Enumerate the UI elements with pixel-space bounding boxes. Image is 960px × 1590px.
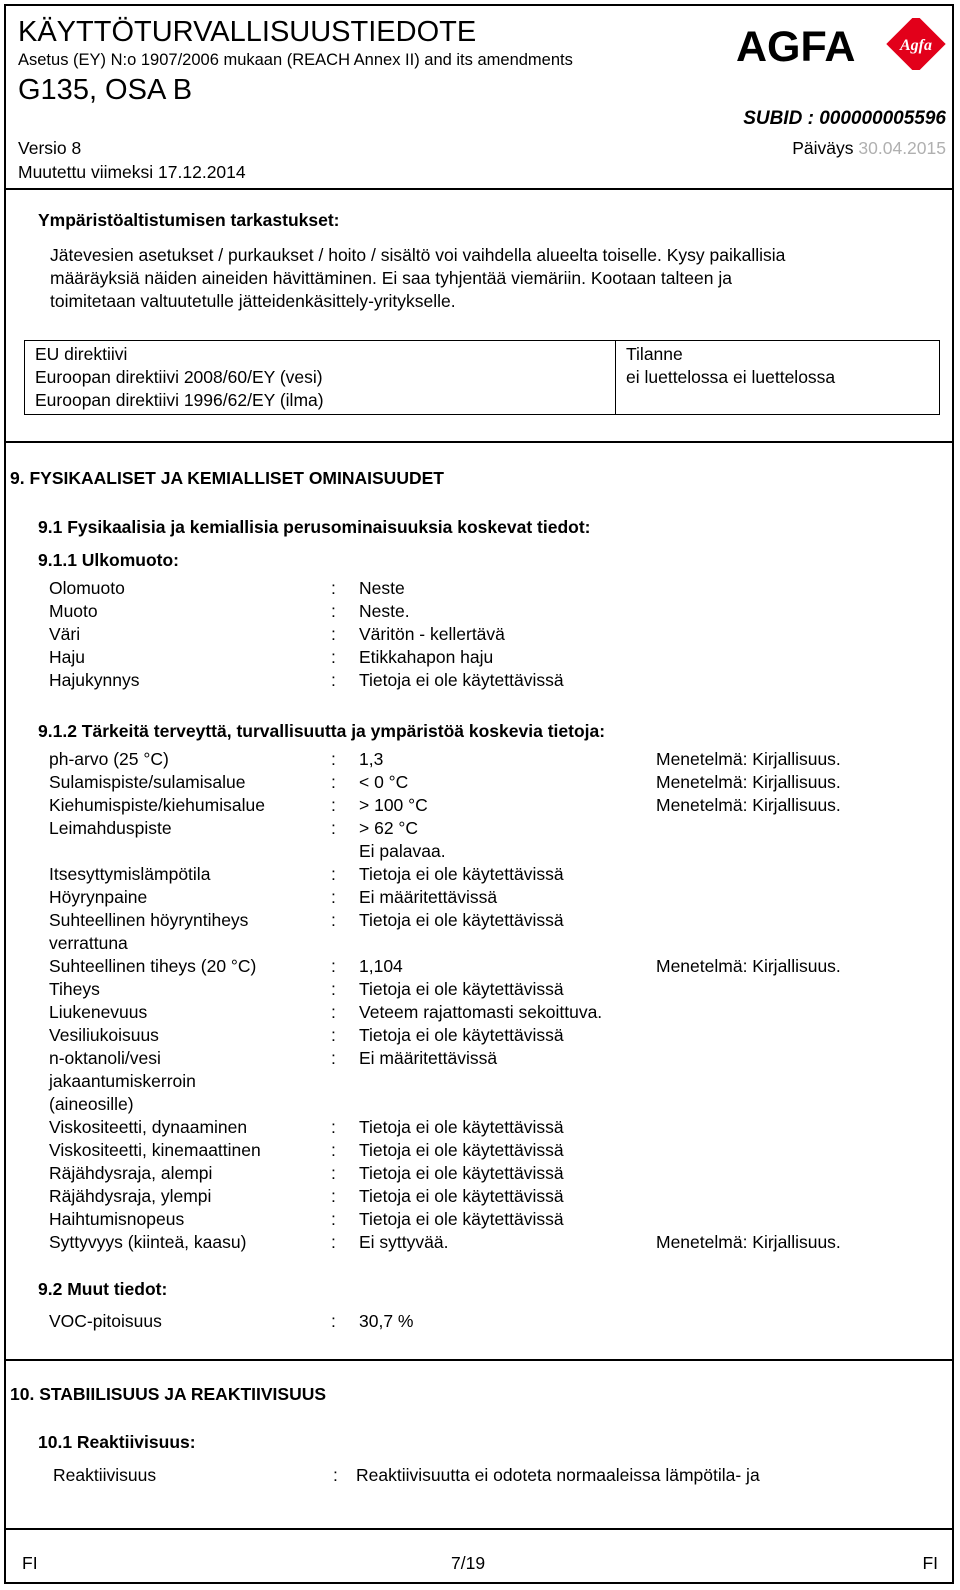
- property-label: Räjähdysraja, ylempi: [49, 1186, 212, 1206]
- property-label: Suhteellinen höyryntiheys: [49, 910, 249, 930]
- property-value: Neste.: [359, 601, 410, 621]
- property-value: 1,3: [359, 749, 384, 769]
- section-10-heading: 10. STABIILISUUS JA REAKTIIVISUUS: [10, 1384, 327, 1404]
- property-colon: :: [331, 749, 336, 769]
- property-label: verrattuna: [49, 933, 128, 953]
- property-colon: :: [331, 1163, 336, 1183]
- property-label: Höyrynpaine: [49, 887, 148, 907]
- status-cell: [616, 341, 940, 415]
- property-label: ph-arvo (25 °C): [49, 749, 169, 769]
- document-title: KÄYTTÖTURVALLISUUSTIEDOTE: [18, 16, 477, 48]
- property-value: Tietoja ei ole käytettävissä: [359, 1209, 564, 1229]
- property-value: Ei määritettävissä: [359, 1048, 498, 1068]
- property-value: Tietoja ei ole käytettävissä: [359, 910, 564, 930]
- property-colon: :: [331, 670, 336, 690]
- property-method: Menetelmä: Kirjallisuus.: [656, 795, 841, 815]
- property-colon: :: [331, 1186, 336, 1206]
- regulation-line: Asetus (EY) N:o 1907/2006 mukaan (REACH Annex II) and its amendments: [18, 51, 573, 69]
- status-value: ei luettelossa ei luettelossa: [626, 367, 836, 387]
- footer-language-right: FI: [922, 1553, 938, 1573]
- property-colon: :: [331, 647, 336, 667]
- property-colon: :: [331, 1232, 336, 1252]
- subsection-9-2-heading: 9.2 Muut tiedot:: [38, 1279, 168, 1299]
- property-colon: :: [331, 601, 336, 621]
- property-label: (aineosille): [49, 1094, 134, 1114]
- logo-badge-text: Agfa: [900, 37, 932, 54]
- property-value: Ei palavaa.: [359, 841, 446, 861]
- env-line: toimitetaan valtuutetulle jätteidenkäsittely-yritykselle.: [50, 291, 456, 311]
- section-divider: [4, 441, 954, 443]
- property-value: Tietoja ei ole käytettävissä: [359, 1163, 564, 1183]
- property-label: n-oktanoli/vesi: [49, 1048, 161, 1068]
- property-colon: :: [331, 818, 336, 838]
- property-value: Tietoja ei ole käytettävissä: [359, 864, 564, 884]
- property-label: Suhteellinen tiheys (20 °C): [49, 956, 257, 976]
- subsection-9-1-2-heading: 9.1.2 Tärkeitä terveyttä, turvallisuutta ja ympäristöä koskevia tietoja:: [38, 721, 606, 741]
- property-label: Vesiliukoisuus: [49, 1025, 159, 1045]
- property-method: Menetelmä: Kirjallisuus.: [656, 956, 841, 976]
- property-label: Räjähdysraja, alempi: [49, 1163, 213, 1183]
- subsection-9-1-1-heading: 9.1.1 Ulkomuoto:: [38, 550, 179, 570]
- property-label: Haju: [49, 647, 85, 667]
- env-line: määräyksiä näiden aineiden hävittäminen. Ei saa tyhjentää viemäriin. Kootaan talteen ja: [50, 268, 732, 288]
- property-label: Olomuoto: [49, 578, 125, 598]
- property-colon: :: [331, 624, 336, 644]
- page-frame: [4, 4, 954, 1584]
- property-value: > 62 °C: [359, 818, 419, 838]
- property-label: Viskositeetti, dynaaminen: [49, 1117, 248, 1137]
- section-divider: [4, 1359, 954, 1361]
- property-method: Menetelmä: Kirjallisuus.: [656, 749, 841, 769]
- date-value: 30.04.2015: [858, 138, 946, 158]
- property-method: Menetelmä: Kirjallisuus.: [656, 772, 841, 792]
- property-value: 1,104: [359, 956, 403, 976]
- version: Versio 8: [18, 138, 82, 158]
- property-label: Haihtumisnopeus: [49, 1209, 185, 1229]
- footer-divider: [4, 1528, 954, 1530]
- property-label: Muoto: [49, 601, 98, 621]
- property-colon: :: [331, 1311, 336, 1331]
- directive-item: Euroopan direktiivi 1996/62/EY (ilma): [35, 390, 324, 410]
- property-label: Syttyvyys (kiinteä, kaasu): [49, 1232, 247, 1252]
- directive-header: EU direktiivi: [35, 344, 128, 364]
- property-value: Tietoja ei ole käytettävissä: [359, 1186, 564, 1206]
- page-number: 7/19: [451, 1553, 486, 1573]
- property-value: < 0 °C: [359, 772, 409, 792]
- property-label: Tiheys: [49, 979, 100, 999]
- property-value: Väritön - kellertävä: [359, 624, 505, 644]
- eu-directive-table: [24, 340, 940, 415]
- property-colon: :: [331, 910, 336, 930]
- property-label: Viskositeetti, kinemaattinen: [49, 1140, 261, 1160]
- section-9-heading: 9. FYSIKAALISET JA KEMIALLISET OMINAISUUDET: [10, 468, 444, 488]
- property-value: Tietoja ei ole käytettävissä: [359, 1117, 564, 1137]
- property-value: Neste: [359, 578, 405, 598]
- property-value: Veteem rajattomasti sekoittuva.: [359, 1002, 603, 1022]
- property-value: Ei syttyvää.: [359, 1232, 449, 1252]
- property-value: Reaktiivisuutta ei odoteta normaaleissa lämpötila- ja: [356, 1465, 760, 1485]
- property-colon: :: [331, 578, 336, 598]
- property-colon: :: [331, 887, 336, 907]
- property-colon: :: [331, 1117, 336, 1137]
- property-value: Tietoja ei ole käytettävissä: [359, 1140, 564, 1160]
- status-header: Tilanne: [626, 344, 683, 364]
- property-label: Kiehumispiste/kiehumisalue: [49, 795, 265, 815]
- property-label: Hajukynnys: [49, 670, 140, 690]
- property-colon: :: [331, 1140, 336, 1160]
- directive-cell: [25, 341, 616, 415]
- property-value: 30,7 %: [359, 1311, 414, 1331]
- property-method: Menetelmä: Kirjallisuus.: [656, 1232, 841, 1252]
- footer-language-left: FI: [22, 1553, 38, 1573]
- date-label: Päiväys: [792, 138, 854, 158]
- property-value: Ei määritettävissä: [359, 887, 498, 907]
- property-colon: :: [331, 956, 336, 976]
- property-colon: :: [331, 864, 336, 884]
- env-heading: Ympäristöaltistumisen tarkastukset:: [38, 210, 340, 230]
- property-colon: :: [331, 1048, 336, 1068]
- product-name: G135, OSA B: [18, 74, 193, 106]
- property-colon: :: [331, 1002, 336, 1022]
- property-label: Väri: [49, 624, 81, 644]
- property-label: jakaantumiskerroin: [49, 1071, 196, 1091]
- property-colon: :: [331, 979, 336, 999]
- property-colon: :: [331, 1025, 336, 1045]
- property-label: Reaktiivisuus: [53, 1465, 157, 1485]
- directive-item: Euroopan direktiivi 2008/60/EY (vesi): [35, 367, 323, 387]
- property-label: Leimahduspiste: [49, 818, 172, 838]
- last-modified: Muutettu viimeksi 17.12.2014: [18, 162, 246, 182]
- env-line: Jätevesien asetukset / purkaukset / hoito / sisältö voi vaihdella alueelta toiselle. Kysy paikallisia: [50, 245, 786, 265]
- property-value: Tietoja ei ole käytettävissä: [359, 979, 564, 999]
- subsection-9-1-heading: 9.1 Fysikaalisia ja kemiallisia perusominaisuuksia koskevat tiedot:: [38, 517, 591, 537]
- header-divider: [4, 188, 954, 190]
- property-label: Liukenevuus: [49, 1002, 148, 1022]
- property-label: Itsesyttymislämpötila: [49, 864, 211, 884]
- property-label: Sulamispiste/sulamisalue: [49, 772, 246, 792]
- property-value: Etikkahapon haju: [359, 647, 494, 667]
- property-value: Tietoja ei ole käytettävissä: [359, 670, 564, 690]
- subsection-10-1-heading: 10.1 Reaktiivisuus:: [38, 1432, 196, 1452]
- logo-wordmark: AGFA: [736, 23, 856, 70]
- subid: SUBID : 000000005596: [743, 108, 946, 129]
- property-colon: :: [331, 795, 336, 815]
- property-colon: :: [331, 1209, 336, 1229]
- property-value: > 100 °C: [359, 795, 428, 815]
- property-label: VOC-pitoisuus: [49, 1311, 162, 1331]
- property-colon: :: [331, 772, 336, 792]
- property-value: Tietoja ei ole käytettävissä: [359, 1025, 564, 1045]
- property-colon: :: [333, 1465, 338, 1485]
